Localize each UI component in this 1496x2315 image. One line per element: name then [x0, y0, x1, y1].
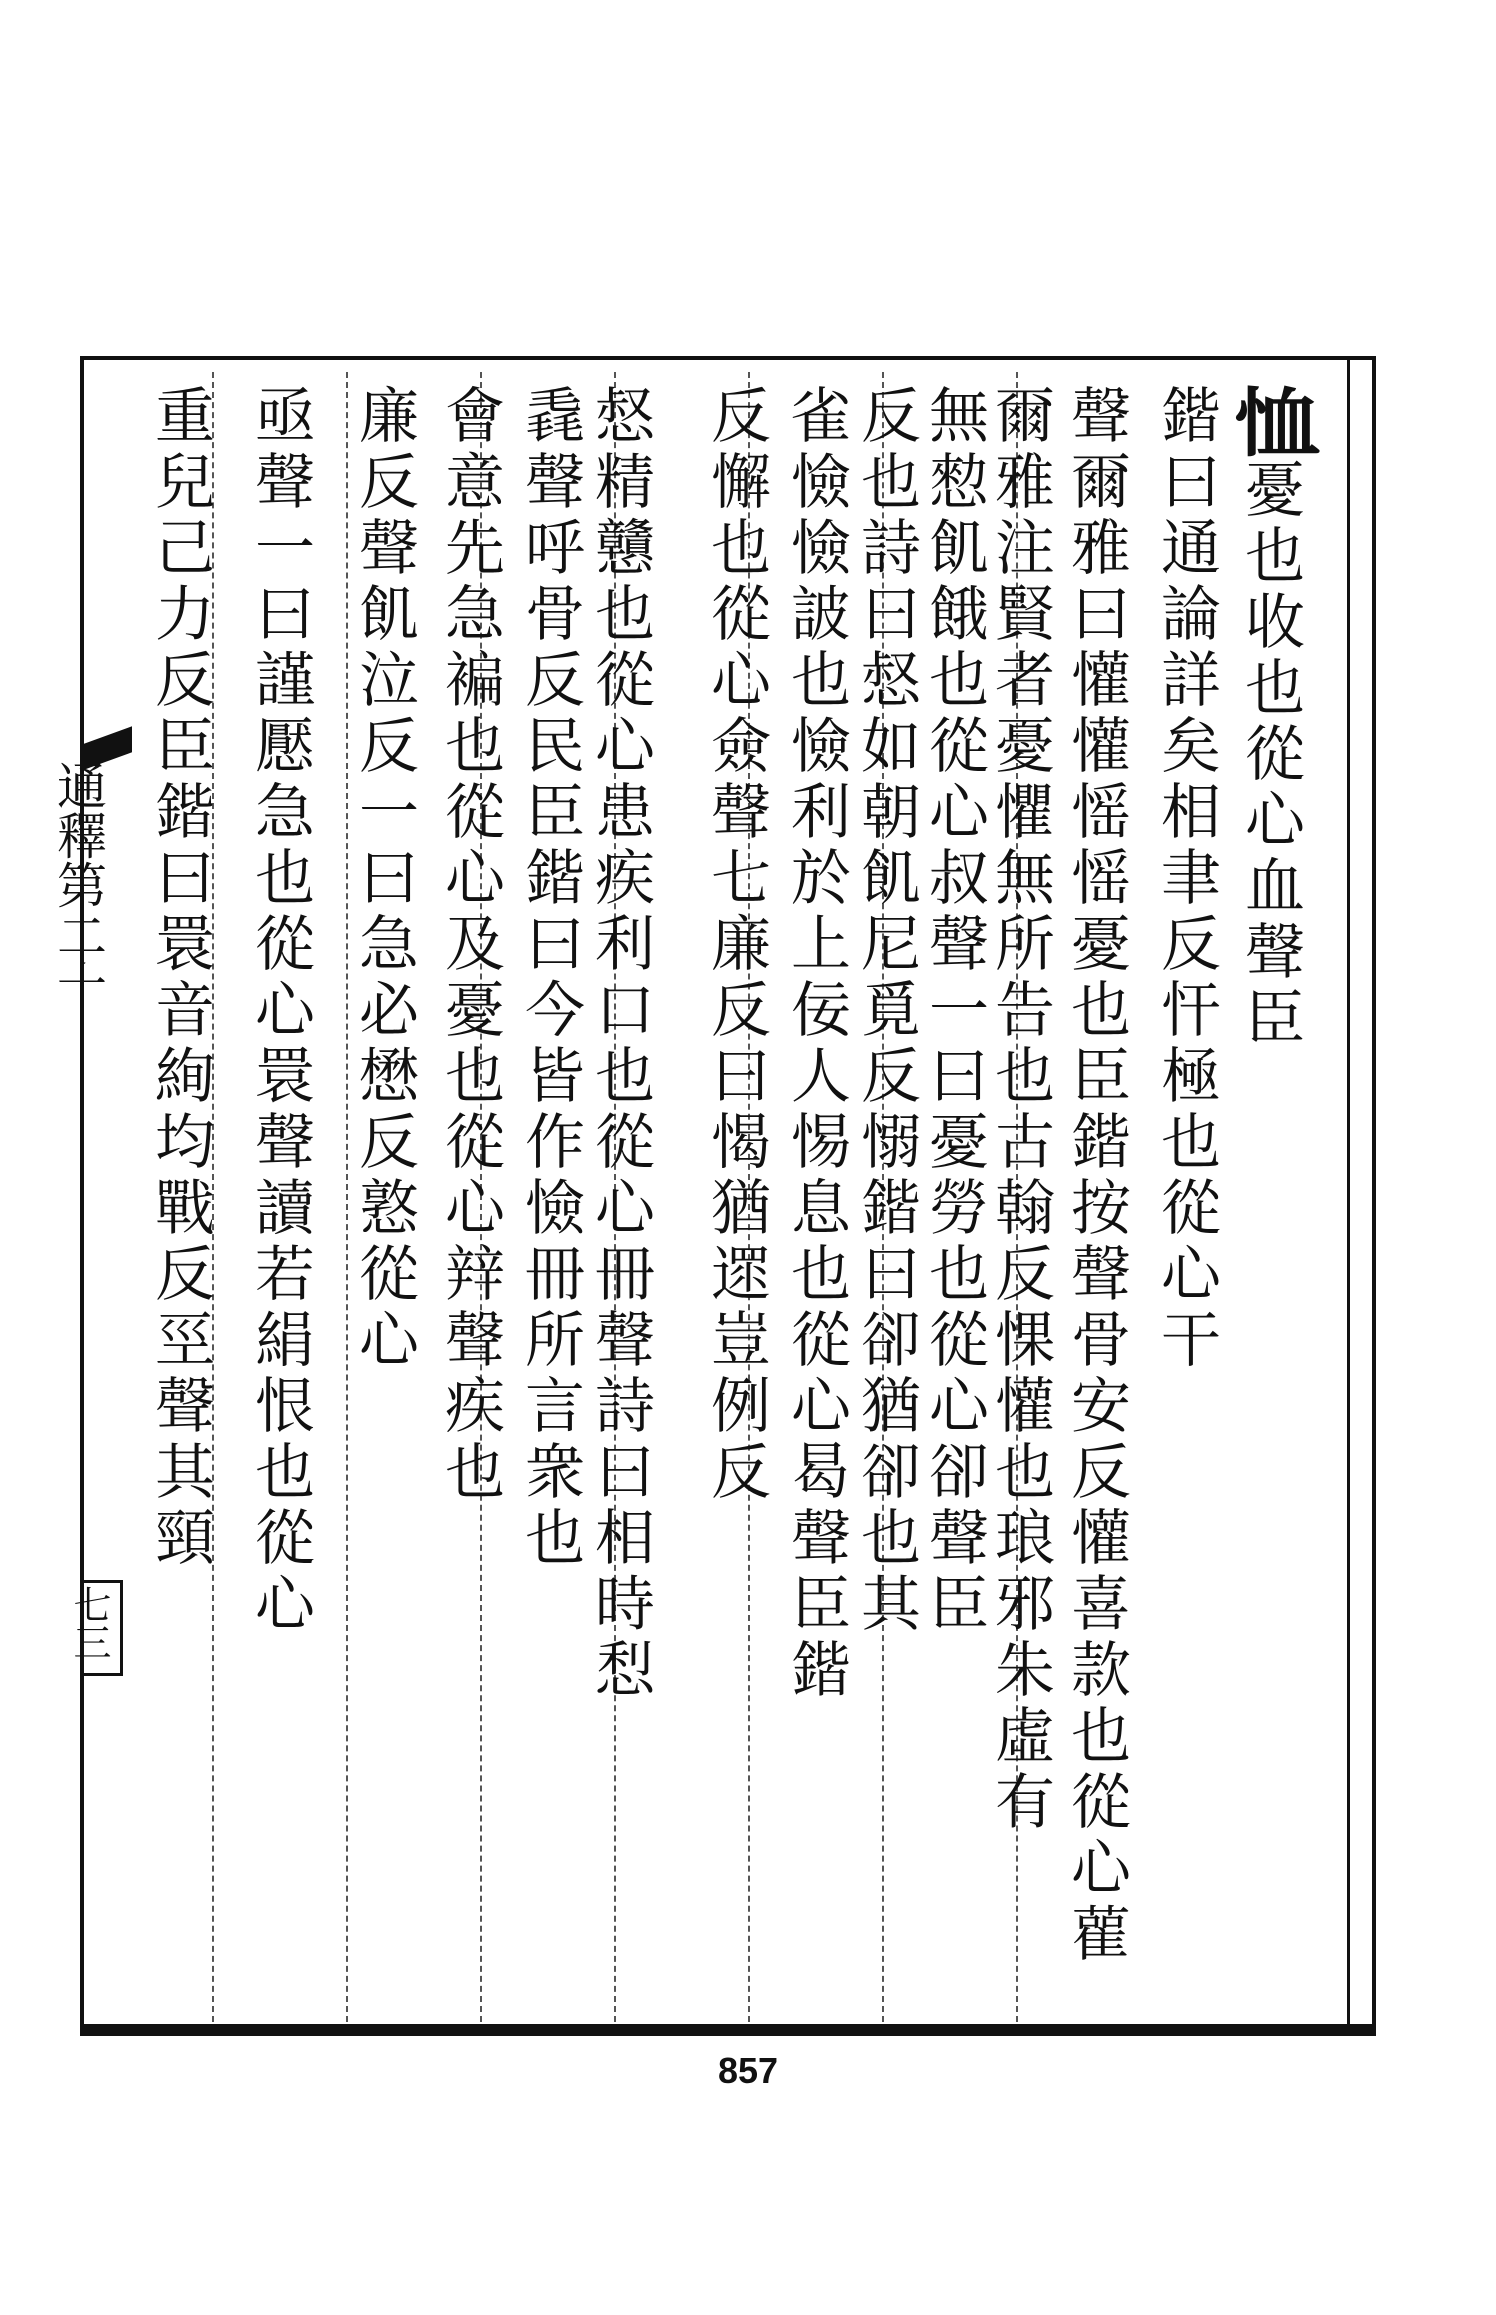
frame-bottom-rule	[84, 2024, 1372, 2032]
column-text: 憂也收也從心血聲臣	[1235, 458, 1305, 1052]
column-text: 無愸飢餓也從心叔聲一曰憂勞也從心卻聲臣	[919, 384, 989, 1638]
column-text: 聲爾雅曰懽懽愮愮憂也臣鍇按聲骨安反懽喜款也從心雚	[1061, 384, 1131, 1968]
column-text: 鍇曰通論詳矣相聿反忓極也從心干	[1151, 384, 1221, 1374]
page-number: 857	[717, 2050, 779, 2091]
frame-inner-rule	[1347, 360, 1350, 2032]
column-text: 毳聲呼骨反民臣鍇曰今皆作憸冊所言衆也	[515, 384, 585, 1572]
margin-title: 通釋第二十	[49, 760, 107, 1010]
seal-glyph: 恤	[1220, 384, 1320, 458]
column-text: 會意先急褊也從心及憂也從心辡聲疾也	[435, 384, 505, 1506]
column-text: 廉反聲飢泣反一曰急必懋反憝從心	[349, 384, 419, 1374]
text-column-2	[1136, 384, 1236, 2014]
column-text: 雀憸憸詖也憸利於上佞人惕息也從心曷聲臣鍇	[781, 384, 851, 1704]
column-text: 反懈也從心僉聲七廉反曰愒猶遝豈例反	[701, 384, 771, 1506]
text-column-14	[130, 384, 230, 2014]
column-text: 亟聲一曰謹懕急也從心睘聲讀若絹恨也從心	[245, 384, 315, 1638]
column-text: 惄精戇也從心患疾利口也從心冊聲詩曰相時悡	[585, 384, 655, 1704]
text-column-12	[334, 384, 434, 2014]
column-text: 重兒己力反臣鍇曰睘音絢均戰反巠聲其頸	[145, 384, 215, 1572]
leaf-number: 七三	[67, 1585, 111, 1661]
text-column-13	[230, 384, 330, 2014]
text-column-11	[420, 384, 520, 2014]
text-column-8	[686, 384, 786, 2014]
column-text: 反也詩曰惄如朝飢尼覓反愵鍇曰卻猶卻也其	[851, 384, 921, 1638]
column-text: 爾雅注賢者憂懼無所告也古翰反惈懽也琅邪朱虛有	[985, 384, 1055, 1836]
